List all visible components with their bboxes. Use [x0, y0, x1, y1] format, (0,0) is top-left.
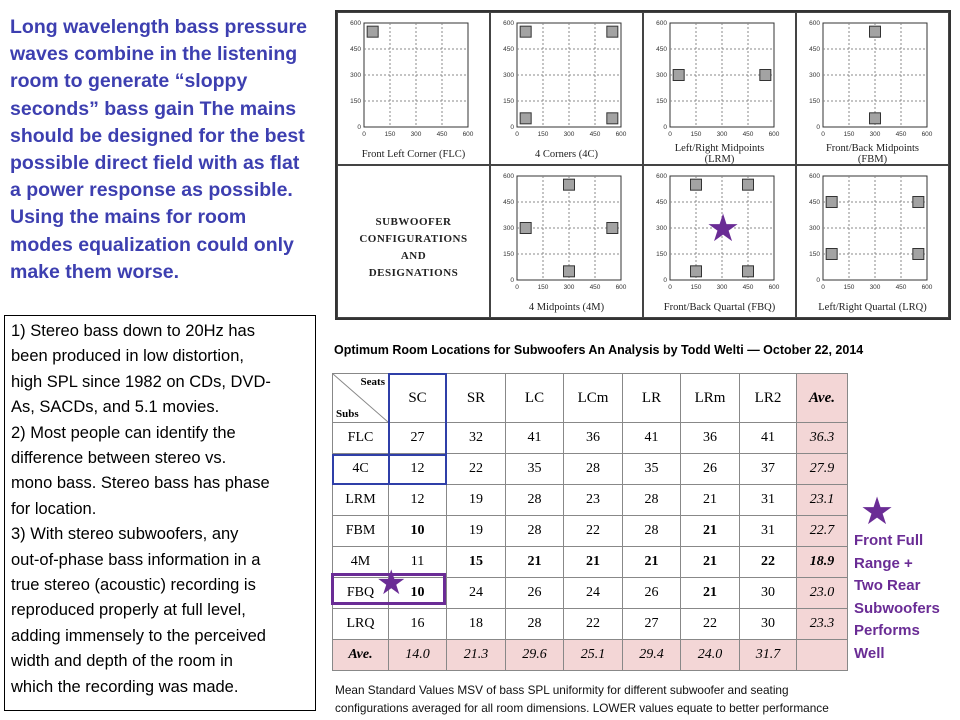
- y-tick-label: 450: [656, 199, 667, 206]
- x-tick-label: 0: [821, 284, 825, 291]
- y-tick-label: 600: [809, 173, 820, 180]
- intro-line: make them worse.: [10, 260, 180, 283]
- y-tick-label: 300: [503, 225, 514, 232]
- y-tick-label: 300: [809, 72, 820, 79]
- intro-line: seconds” bass gain The mains: [10, 97, 297, 120]
- table-cell: 35: [506, 454, 564, 485]
- subwoofer-marker: [607, 113, 618, 124]
- intro-line: a power response as possible.: [10, 179, 293, 202]
- config-label-line: 4 Midpoints (4M): [528, 302, 605, 313]
- y-tick-label: 0: [510, 124, 514, 131]
- config-label: [797, 302, 948, 313]
- intro-line: room to generate “sloppy: [10, 70, 248, 93]
- table-cell: 10: [389, 516, 447, 547]
- table-title: Optimum Room Locations for Subwoofers An Analysis by Todd Welti — October 22, 2014: [334, 343, 864, 357]
- y-tick-label: 150: [656, 251, 667, 258]
- table-cell: 16: [389, 609, 447, 640]
- column-header: SR: [447, 374, 506, 423]
- y-tick-label: 0: [663, 277, 667, 284]
- x-tick-label: 450: [436, 131, 448, 138]
- y-tick-label: 150: [503, 98, 514, 105]
- subwoofer-marker: [520, 26, 531, 37]
- y-tick-label: 600: [503, 20, 514, 27]
- caption-line: Mean Standard Values MSV of bass SPL uniformity for different subwoofer and seating: [335, 683, 789, 697]
- table-cell: 41: [506, 423, 564, 454]
- table-cell: 28: [623, 516, 681, 547]
- table-cell: 24: [447, 578, 506, 609]
- notes-line: difference between stereo vs.: [11, 449, 227, 468]
- y-tick-label: 0: [357, 124, 361, 131]
- x-tick-label: 600: [768, 284, 780, 291]
- table-cell: 27: [389, 423, 447, 454]
- subwoofer-marker: [564, 266, 575, 277]
- table-cell: 35: [623, 454, 681, 485]
- config-label: [491, 149, 642, 160]
- x-tick-label: 600: [768, 131, 780, 138]
- x-tick-label: 150: [384, 131, 396, 138]
- config-panel: [796, 165, 949, 318]
- intro-line: should be designed for the best: [10, 124, 305, 147]
- table-cell: 22.7: [797, 516, 848, 547]
- table-cell: 19: [447, 485, 506, 516]
- y-tick-label: 450: [350, 46, 361, 53]
- y-tick-label: 0: [816, 277, 820, 284]
- config-label-line: 4 Corners (4C): [535, 149, 598, 160]
- corner-subs-label: Subs: [336, 408, 359, 420]
- subwoofer-marker: [870, 113, 881, 124]
- intro-line: modes equalization could only: [10, 233, 294, 256]
- table-cell: 21: [506, 547, 564, 578]
- table-cell: 37: [740, 454, 797, 485]
- average-cell: 25.1: [564, 640, 623, 671]
- table-cell: 22: [681, 609, 740, 640]
- table-cell: 27.9: [797, 454, 848, 485]
- column-header: LC: [506, 374, 564, 423]
- row-header: Ave.: [333, 640, 389, 671]
- legend-line: DESIGNATIONS: [368, 267, 459, 279]
- table-cell: 21: [564, 547, 623, 578]
- config-label-line: Front Left Corner (FLC): [361, 149, 466, 160]
- notes-line: 3) With stereo subwoofers, any: [11, 525, 239, 544]
- column-header: LCm: [564, 374, 623, 423]
- column-header: LRm: [681, 374, 740, 423]
- notes-line: true stereo (acoustic) recording is: [11, 576, 256, 595]
- table-cell: 36: [564, 423, 623, 454]
- y-tick-label: 150: [809, 98, 820, 105]
- x-tick-label: 0: [821, 131, 825, 138]
- table-row: [333, 485, 848, 516]
- table-corner-cell: [333, 374, 389, 423]
- config-label-line: (LRM): [704, 154, 735, 165]
- table-cell: 24: [564, 578, 623, 609]
- table-cell: 21: [681, 485, 740, 516]
- config-label-line: (FBM): [857, 154, 888, 165]
- table-cell: 23.3: [797, 609, 848, 640]
- side-note-line: Subwoofers: [854, 599, 940, 617]
- notes-line: out-of-phase bass information in a: [11, 550, 261, 569]
- y-tick-label: 600: [350, 20, 361, 27]
- notes-line: 1) Stereo bass down to 20Hz has: [11, 322, 255, 340]
- intro-paragraph: [10, 14, 328, 286]
- side-note-line: Front Full: [854, 532, 924, 549]
- y-tick-label: 150: [503, 251, 514, 258]
- legend-line: CONFIGURATIONS: [359, 233, 468, 245]
- config-plot: [491, 166, 644, 319]
- table-cell: 21: [681, 516, 740, 547]
- table-cell: 22: [740, 547, 797, 578]
- notes-line: As, SACDs, and 5.1 movies.: [11, 398, 220, 417]
- average-cell: 29.6: [506, 640, 564, 671]
- caption-line: configurations averaged for all room dimensions. LOWER values equate to better performance: [335, 701, 829, 715]
- x-tick-label: 150: [843, 284, 855, 291]
- table-cell: 11: [389, 547, 447, 578]
- notes-line: 2) Most people can identify the: [11, 423, 236, 442]
- notes-line: reproduced properly at full level,: [11, 601, 246, 620]
- average-row: [333, 640, 848, 671]
- config-label: [644, 302, 795, 313]
- notes-line: width and depth of the room in: [11, 652, 233, 671]
- x-tick-label: 450: [895, 284, 907, 291]
- y-tick-label: 150: [656, 98, 667, 105]
- side-note-line: Well: [854, 644, 885, 662]
- subwoofer-marker: [826, 197, 837, 208]
- subwoofer-marker: [743, 179, 754, 190]
- average-cell: 31.7: [740, 640, 797, 671]
- average-cell: 24.0: [681, 640, 740, 671]
- subwoofer-marker: [913, 249, 924, 260]
- legend-line: SUBWOOFER: [375, 216, 452, 228]
- star-icon-fbq-row: ★: [376, 564, 407, 602]
- config-panel: [490, 12, 643, 165]
- config-label-line: Front/Back Quartal (FBQ): [663, 302, 776, 313]
- table-cell: 31: [740, 516, 797, 547]
- config-plot: [797, 166, 950, 319]
- table-cell: 26: [623, 578, 681, 609]
- row-header: LRQ: [333, 609, 389, 640]
- row-header: 4M: [333, 547, 389, 578]
- table-cell: 26: [506, 578, 564, 609]
- table-cell: 12: [389, 485, 447, 516]
- table-cell: 22: [447, 454, 506, 485]
- legend-line: AND: [400, 250, 427, 262]
- table-caption: [335, 681, 829, 717]
- config-label-line: Left/Right Midpoints: [674, 143, 765, 154]
- y-tick-label: 300: [503, 72, 514, 79]
- intro-line: Using the mains for room: [10, 206, 247, 229]
- subwoofer-marker: [564, 179, 575, 190]
- 4c-row-highlight: [332, 454, 447, 485]
- y-tick-label: 0: [663, 124, 667, 131]
- table-cell: 21: [623, 547, 681, 578]
- config-plot: [338, 13, 491, 166]
- y-tick-label: 600: [656, 20, 667, 27]
- notes-line: for location.: [11, 499, 97, 518]
- table-cell: 28: [506, 516, 564, 547]
- x-tick-label: 0: [515, 284, 519, 291]
- config-label: [338, 149, 489, 160]
- subwoofer-marker: [520, 223, 531, 234]
- table-cell: 36.3: [797, 423, 848, 454]
- row-header: FBQ: [333, 578, 389, 609]
- x-tick-label: 300: [563, 284, 575, 291]
- config-panel: [337, 12, 490, 165]
- x-tick-label: 450: [895, 131, 907, 138]
- x-tick-label: 0: [515, 131, 519, 138]
- column-header: SC: [389, 374, 447, 423]
- table-cell: 23.0: [797, 578, 848, 609]
- average-cell: 29.4: [623, 640, 681, 671]
- table-cell: 19: [447, 516, 506, 547]
- average-cell: 14.0: [389, 640, 447, 671]
- column-header: LR: [623, 374, 681, 423]
- side-note-line: Two Rear: [854, 577, 921, 594]
- legend-panel: [337, 165, 490, 318]
- x-tick-label: 600: [462, 131, 474, 138]
- config-panel: [796, 12, 949, 165]
- table-cell: 30: [740, 578, 797, 609]
- table-cell: 31: [740, 485, 797, 516]
- notes-line: mono bass. Stereo bass has phase: [11, 474, 270, 493]
- intro-line: possible direct field with as flat: [10, 152, 300, 175]
- table-cell: 12: [389, 454, 447, 485]
- y-tick-label: 450: [809, 46, 820, 53]
- table-cell: 32: [447, 423, 506, 454]
- row-header: LRM: [333, 485, 389, 516]
- legend-text: [338, 214, 489, 282]
- y-tick-label: 450: [503, 199, 514, 206]
- config-label-line: Front/Back Midpoints: [825, 143, 920, 154]
- config-panel: [490, 165, 643, 318]
- row-header: FLC: [333, 423, 389, 454]
- column-header: LR2: [740, 374, 797, 423]
- x-tick-label: 450: [742, 284, 754, 291]
- y-tick-label: 450: [656, 46, 667, 53]
- notes-line: high SPL since 1982 on CDs, DVD-: [11, 372, 271, 391]
- y-tick-label: 150: [350, 98, 361, 105]
- column-header: Ave.: [797, 374, 848, 423]
- notes-box: [4, 315, 316, 711]
- intro-line: Long wavelength bass pressure: [10, 16, 307, 38]
- subwoofer-marker: [520, 113, 531, 124]
- x-tick-label: 450: [742, 131, 754, 138]
- y-tick-label: 300: [809, 225, 820, 232]
- x-tick-label: 600: [921, 284, 933, 291]
- x-tick-label: 300: [869, 131, 881, 138]
- x-tick-label: 0: [668, 284, 672, 291]
- y-tick-label: 600: [503, 173, 514, 180]
- x-tick-label: 150: [690, 131, 702, 138]
- config-panel: [643, 12, 796, 165]
- y-tick-label: 300: [656, 225, 667, 232]
- y-tick-label: 300: [350, 72, 361, 79]
- table-cell: 41: [740, 423, 797, 454]
- x-tick-label: 300: [869, 284, 881, 291]
- y-tick-label: 600: [656, 173, 667, 180]
- x-tick-label: 450: [589, 284, 601, 291]
- y-tick-label: 150: [809, 251, 820, 258]
- x-tick-label: 0: [362, 131, 366, 138]
- subwoofer-marker: [607, 26, 618, 37]
- notes-line: adding immensely to the perceived: [11, 626, 266, 645]
- y-tick-label: 0: [510, 277, 514, 284]
- side-note-line: Performs: [854, 622, 920, 639]
- table-row: [333, 609, 848, 640]
- table-cell: 15: [447, 547, 506, 578]
- table-cell: 28: [506, 609, 564, 640]
- table-cell: 23: [564, 485, 623, 516]
- table-row: [333, 516, 848, 547]
- subwoofer-marker: [607, 223, 618, 234]
- row-header: FBM: [333, 516, 389, 547]
- table-cell: 18: [447, 609, 506, 640]
- table-cell: 23.1: [797, 485, 848, 516]
- x-tick-label: 300: [716, 284, 728, 291]
- x-tick-label: 150: [843, 131, 855, 138]
- x-tick-label: 600: [615, 284, 627, 291]
- subwoofer-marker: [913, 197, 924, 208]
- table-cell: 36: [681, 423, 740, 454]
- table-cell: 21: [681, 547, 740, 578]
- table-cell: 18.9: [797, 547, 848, 578]
- table-cell: 27: [623, 609, 681, 640]
- row-header: 4C: [333, 454, 389, 485]
- table-cell: 26: [681, 454, 740, 485]
- config-label: [644, 143, 795, 165]
- average-cell: 21.3: [447, 640, 506, 671]
- star-icon-side-note: ★: [860, 491, 895, 533]
- config-label: [797, 143, 948, 165]
- table-cell: 30: [740, 609, 797, 640]
- star-icon-fbq-plot: ★: [706, 208, 741, 250]
- y-tick-label: 600: [809, 20, 820, 27]
- side-note: [854, 530, 940, 665]
- notes-line: been produced in low distortion,: [11, 347, 244, 366]
- table-cell: 28: [564, 454, 623, 485]
- table-cell: 10: [389, 578, 447, 609]
- subwoofer-marker: [743, 266, 754, 277]
- x-tick-label: 600: [921, 131, 933, 138]
- subwoofer-marker: [691, 266, 702, 277]
- table-cell: 22: [564, 516, 623, 547]
- config-label: [491, 302, 642, 313]
- subwoofer-marker: [367, 26, 378, 37]
- x-tick-label: 150: [690, 284, 702, 291]
- y-tick-label: 0: [816, 124, 820, 131]
- config-plot: [491, 13, 644, 166]
- side-note-line: Range +: [854, 554, 913, 572]
- x-tick-label: 150: [537, 131, 549, 138]
- notes-line: which the recording was made.: [11, 677, 239, 696]
- x-tick-label: 600: [615, 131, 627, 138]
- intro-line: waves combine in the listening: [10, 43, 298, 66]
- x-tick-label: 300: [716, 131, 728, 138]
- config-label-line: Left/Right Quartal (LRQ): [818, 302, 927, 313]
- subwoofer-marker: [691, 179, 702, 190]
- subwoofer-marker: [870, 26, 881, 37]
- subwoofer-marker: [826, 249, 837, 260]
- x-tick-label: 150: [537, 284, 549, 291]
- table-cell: 41: [623, 423, 681, 454]
- table-cell: 21: [681, 578, 740, 609]
- table-cell: 22: [564, 609, 623, 640]
- x-tick-label: 300: [563, 131, 575, 138]
- x-tick-label: 450: [589, 131, 601, 138]
- corner-seats-label: Seats: [360, 376, 385, 388]
- y-tick-label: 450: [503, 46, 514, 53]
- y-tick-label: 300: [656, 72, 667, 79]
- table-cell: 28: [506, 485, 564, 516]
- average-cell: [797, 640, 848, 671]
- subwoofer-configurations-diagram: [335, 10, 951, 320]
- x-tick-label: 0: [668, 131, 672, 138]
- subwoofer-marker: [760, 70, 771, 81]
- y-tick-label: 450: [809, 199, 820, 206]
- x-tick-label: 300: [410, 131, 422, 138]
- table-cell: 28: [623, 485, 681, 516]
- subwoofer-marker: [673, 70, 684, 81]
